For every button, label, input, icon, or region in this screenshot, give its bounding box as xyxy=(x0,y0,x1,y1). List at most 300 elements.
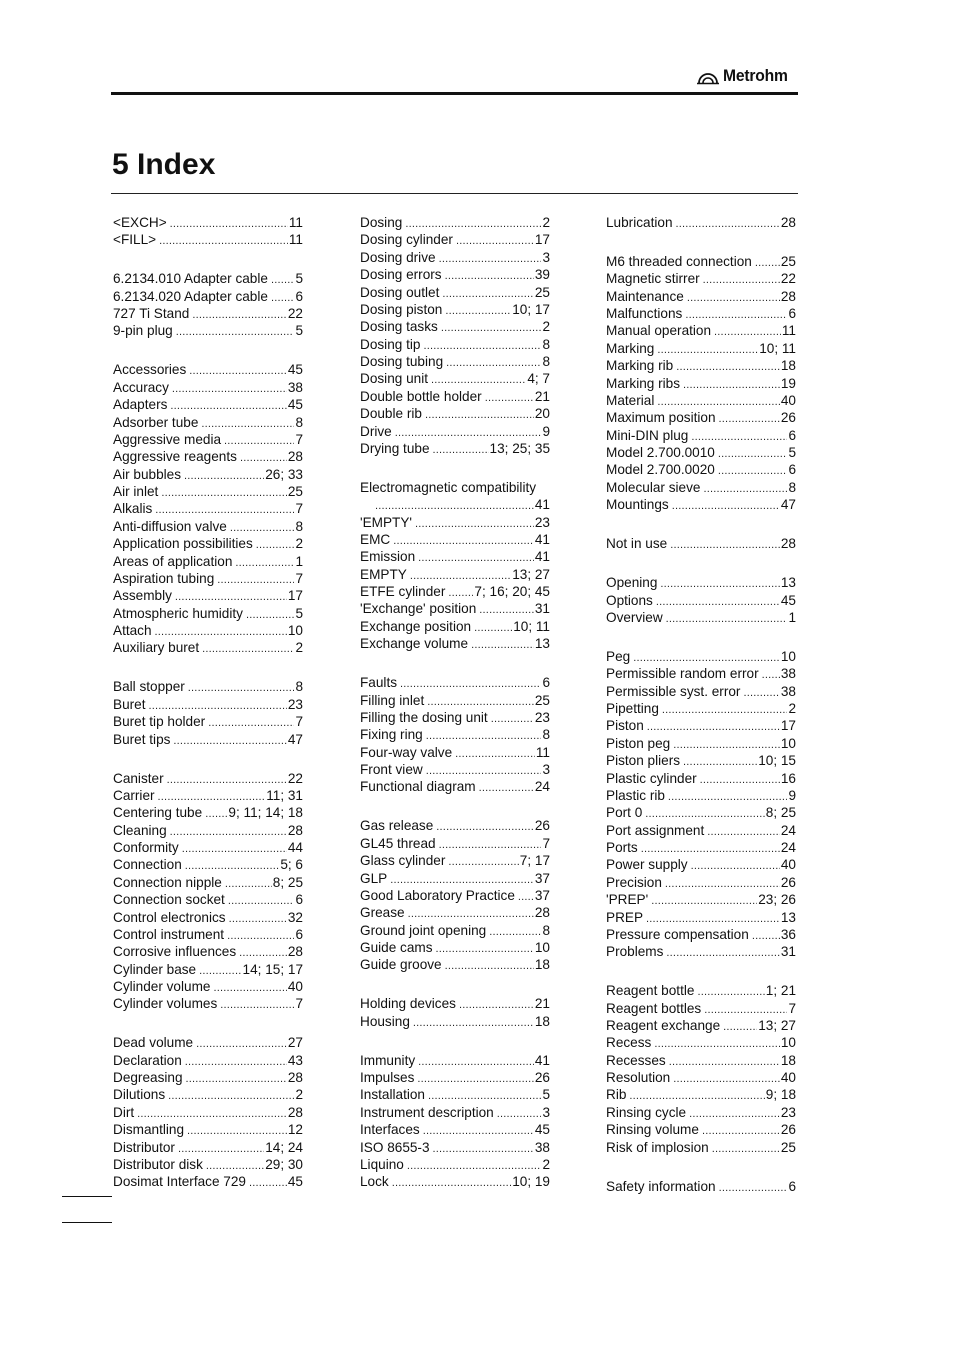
index-group xyxy=(606,648,796,961)
dot-leader xyxy=(456,233,534,248)
index-group xyxy=(360,214,550,457)
index-page-ref: 45 xyxy=(780,592,796,608)
dot-leader xyxy=(703,481,787,496)
index-page-ref: 10 xyxy=(534,940,550,956)
title-rule xyxy=(111,193,798,194)
index-entry xyxy=(113,839,303,856)
index-term: M6 threaded connection xyxy=(606,253,752,269)
dot-leader xyxy=(159,233,288,248)
index-entry xyxy=(606,609,796,626)
index-entry xyxy=(360,835,550,852)
index-group xyxy=(113,770,303,1013)
dot-leader xyxy=(666,611,788,626)
index-term: Reagent bottle xyxy=(606,983,695,999)
index-page-ref: 6 xyxy=(788,427,796,443)
index-page-ref: 11 xyxy=(781,323,796,339)
dot-leader xyxy=(229,911,287,926)
index-page-ref: 13; 27 xyxy=(512,566,550,582)
index-entry xyxy=(113,288,303,305)
dot-leader xyxy=(256,537,295,552)
dot-leader xyxy=(485,390,534,405)
index-page-ref: 6 xyxy=(788,462,796,478)
index-entry xyxy=(113,1086,303,1103)
dot-leader xyxy=(668,789,788,804)
index-entry xyxy=(606,1052,796,1069)
dot-leader xyxy=(155,502,294,517)
index-term: Options xyxy=(606,592,653,608)
index-term: Port 0 xyxy=(606,805,643,821)
dot-leader xyxy=(685,307,787,322)
index-term: Interfaces xyxy=(360,1122,420,1138)
dot-leader xyxy=(762,667,780,682)
dot-leader xyxy=(172,381,287,396)
index-term: Accuracy xyxy=(113,379,169,395)
dot-leader xyxy=(683,754,757,769)
index-page-ref: 2 xyxy=(542,1156,550,1172)
index-group xyxy=(360,817,550,973)
index-term: Manual operation xyxy=(606,323,712,339)
dot-leader xyxy=(662,702,788,717)
dot-leader xyxy=(651,893,757,908)
dot-leader xyxy=(196,1036,287,1051)
index-term: 727 Ti Stand xyxy=(113,306,190,322)
dot-leader xyxy=(718,463,788,478)
index-page-ref: 40 xyxy=(780,1070,796,1086)
index-entry xyxy=(360,692,550,709)
index-entry xyxy=(606,461,796,478)
dot-leader xyxy=(479,780,534,795)
dot-leader xyxy=(666,945,779,960)
index-term: Cleaning xyxy=(113,822,167,838)
index-term: Port assignment xyxy=(606,822,705,838)
index-entry xyxy=(606,496,796,513)
dot-leader xyxy=(189,363,287,378)
index-page-ref: 5 xyxy=(788,445,796,461)
index-page-ref: 10 xyxy=(780,1035,796,1051)
index-page-ref: 7; 17 xyxy=(519,853,550,869)
index-page-ref: 12 xyxy=(287,1122,303,1138)
index-entry xyxy=(606,375,796,392)
index-entry xyxy=(606,839,796,856)
index-term: Exchange position xyxy=(360,618,472,634)
index-page-ref: 26 xyxy=(534,818,550,834)
index-entry xyxy=(360,266,550,283)
dot-leader xyxy=(439,837,542,852)
index-page-ref: 20 xyxy=(534,406,550,422)
index-page-ref: 9; 18 xyxy=(765,1087,796,1103)
index-entry xyxy=(113,518,303,535)
index-entry xyxy=(113,570,303,587)
index-page-ref: 19 xyxy=(780,375,796,391)
index-entry xyxy=(113,926,303,943)
index-page-ref: 38 xyxy=(780,683,796,699)
index-page-ref: 45 xyxy=(534,1122,550,1138)
index-entry xyxy=(606,1034,796,1051)
index-page-ref: 10; 11 xyxy=(759,340,796,356)
index-group xyxy=(606,574,796,626)
dot-leader xyxy=(149,698,287,713)
index-term: Dosing piston xyxy=(360,301,443,317)
dot-leader xyxy=(441,320,542,335)
dot-leader xyxy=(137,1106,287,1121)
index-entry xyxy=(113,943,303,960)
index-page-ref: 3 xyxy=(542,249,550,265)
index-term: Liquino xyxy=(360,1156,404,1172)
index-term: Aggressive reagents xyxy=(113,449,237,465)
index-term: <FILL> xyxy=(113,232,157,248)
dot-leader xyxy=(669,1054,780,1069)
dot-leader xyxy=(178,1141,264,1156)
index-page-ref: 8 xyxy=(295,414,303,430)
index-entry xyxy=(606,909,796,926)
index-page-ref: 22 xyxy=(287,770,303,786)
index-term: Material xyxy=(606,392,655,408)
index-page-ref: 47 xyxy=(780,497,796,513)
index-entry xyxy=(113,396,303,413)
index-group xyxy=(113,214,303,249)
index-term: Cylinder base xyxy=(113,961,197,977)
index-page-ref: 5 xyxy=(295,323,303,339)
dot-leader xyxy=(167,772,287,787)
index-page-ref: 6 xyxy=(542,675,550,691)
index-entry xyxy=(360,1173,550,1190)
index-page-ref: 11; 31 xyxy=(266,787,303,803)
index-entry xyxy=(360,566,550,583)
index-page-ref: 8 xyxy=(295,518,303,534)
index-entry xyxy=(606,322,796,339)
index-term: 'Exchange' position xyxy=(360,601,477,617)
index-entry xyxy=(606,982,796,999)
index-term: Magnetic stirrer xyxy=(606,271,700,287)
dot-leader xyxy=(426,728,542,743)
index-page-ref: 2 xyxy=(295,536,303,552)
index-term: Exchange volume xyxy=(360,636,469,652)
index-page-ref: 13; 27 xyxy=(758,1017,796,1033)
dot-leader xyxy=(271,290,294,305)
index-entry xyxy=(606,787,796,804)
index-page-ref: 2 xyxy=(295,640,303,656)
index-entry xyxy=(113,622,303,639)
index-page-ref: 3 xyxy=(542,762,550,778)
index-entry xyxy=(606,288,796,305)
index-group xyxy=(360,995,550,1030)
index-term: Piston xyxy=(606,718,644,734)
dot-leader xyxy=(665,876,780,891)
index-term: Reagent exchange xyxy=(606,1017,721,1033)
index-term: Double rib xyxy=(360,406,422,422)
index-term: Ground joint opening xyxy=(360,922,487,938)
index-page-ref: 8 xyxy=(542,336,550,352)
index-entry xyxy=(113,1139,303,1156)
index-term: Application possibilities xyxy=(113,536,253,552)
dot-leader xyxy=(170,824,287,839)
index-page-ref: 8 xyxy=(542,727,550,743)
index-page-ref: 38 xyxy=(780,666,796,682)
index-entry xyxy=(606,665,796,682)
index-term: Problems xyxy=(606,944,664,960)
index-term: Degreasing xyxy=(113,1070,183,1086)
index-entry xyxy=(113,731,303,748)
dot-leader xyxy=(474,620,512,635)
index-entry xyxy=(606,409,796,426)
dot-leader xyxy=(656,594,780,609)
dot-leader xyxy=(230,520,295,535)
index-term: Distributor xyxy=(113,1139,175,1155)
dot-leader xyxy=(428,1088,541,1103)
index-page-ref: 17 xyxy=(780,718,796,734)
index-page-ref: 11 xyxy=(535,744,550,760)
index-term: 6.2134.010 Adapter cable xyxy=(113,271,268,287)
dot-leader xyxy=(400,676,541,691)
dot-leader xyxy=(646,911,780,926)
index-entry xyxy=(606,648,796,665)
index-entry xyxy=(360,1104,550,1121)
index-entry xyxy=(606,427,796,444)
index-page-ref: 47 xyxy=(287,731,303,747)
dot-leader xyxy=(199,963,241,978)
dot-leader xyxy=(697,984,764,999)
index-term: Guide groove xyxy=(360,957,442,973)
index-term: Accessories xyxy=(113,362,187,378)
dot-leader xyxy=(407,1158,542,1173)
index-entry xyxy=(113,535,303,552)
index-term: Housing xyxy=(360,1013,410,1029)
index-page-ref: 28 xyxy=(287,449,303,465)
index-entry xyxy=(360,778,550,795)
index-entry xyxy=(606,1086,796,1103)
dot-leader xyxy=(431,372,526,387)
index-entry xyxy=(360,904,550,921)
dot-leader xyxy=(187,1123,287,1138)
index-term: Drive xyxy=(360,423,392,439)
dot-leader xyxy=(689,1106,780,1121)
dot-leader xyxy=(228,893,295,908)
index-term: Dosing cylinder xyxy=(360,232,453,248)
index-page-ref: 28 xyxy=(287,944,303,960)
index-term: Assembly xyxy=(113,588,172,604)
index-term: Marking ribs xyxy=(606,375,681,391)
index-term: Aggressive media xyxy=(113,431,222,447)
index-term: Impulses xyxy=(360,1070,415,1086)
index-term: Distributor disk xyxy=(113,1156,203,1172)
index-entry xyxy=(360,388,550,405)
index-page-ref: 14; 24 xyxy=(265,1139,303,1155)
index-entry xyxy=(606,874,796,891)
dot-leader xyxy=(425,407,534,422)
dot-leader xyxy=(491,711,534,726)
index-term: Emission xyxy=(360,549,416,565)
index-term: Malfunctions xyxy=(606,306,683,322)
index-entry xyxy=(360,618,550,635)
index-entry xyxy=(360,600,550,617)
index-entry xyxy=(606,1000,796,1017)
dot-leader xyxy=(676,359,780,374)
index-term: Drying tube xyxy=(360,440,430,456)
index-entry xyxy=(606,1017,796,1034)
index-entry xyxy=(360,440,550,457)
index-page-ref: 8 xyxy=(295,679,303,695)
index-entry xyxy=(360,1069,550,1086)
index-term: 9-pin plug xyxy=(113,323,173,339)
dot-leader xyxy=(439,251,542,266)
dot-leader xyxy=(225,876,272,891)
dot-leader xyxy=(418,550,534,565)
index-term: Control instrument xyxy=(113,926,225,942)
index-entry xyxy=(113,231,303,248)
index-term: Safety information xyxy=(606,1178,716,1194)
dot-leader xyxy=(155,624,287,639)
index-column-1 xyxy=(113,214,303,1212)
index-term: Dirt xyxy=(113,1104,135,1120)
dot-leader xyxy=(479,602,534,617)
brand-name: Metrohm xyxy=(723,66,788,85)
dot-leader xyxy=(683,377,780,392)
index-page-ref: 25 xyxy=(287,484,303,500)
dot-leader xyxy=(202,641,294,656)
index-entry xyxy=(360,231,550,248)
dot-leader xyxy=(673,737,780,752)
index-term: Dosing tubing xyxy=(360,354,444,369)
index-page-ref: 25 xyxy=(780,1139,796,1155)
dot-leader xyxy=(186,1071,287,1086)
index-entry xyxy=(113,639,303,656)
dot-leader xyxy=(249,1175,287,1190)
dot-leader xyxy=(459,997,534,1012)
index-term: Double bottle holder xyxy=(360,388,482,404)
dot-leader xyxy=(752,928,780,943)
index-term: Dosing tasks xyxy=(360,319,438,335)
index-page-ref: 8; 25 xyxy=(765,805,796,821)
index-entry xyxy=(606,340,796,357)
index-group xyxy=(113,270,303,340)
index-entry xyxy=(113,1104,303,1121)
index-page-ref: 8; 25 xyxy=(272,874,303,890)
index-entry xyxy=(113,678,303,695)
index-group xyxy=(606,1178,796,1195)
index-term: Centering tube xyxy=(113,805,203,821)
index-entry xyxy=(360,353,550,370)
index-term: Faults xyxy=(360,675,398,691)
index-term: Mountings xyxy=(606,497,669,513)
index-entry xyxy=(360,726,550,743)
index-entry xyxy=(113,270,303,287)
index-term: Instrument description xyxy=(360,1104,494,1120)
footer-rule xyxy=(62,1196,112,1197)
index-page-ref: 9 xyxy=(788,787,796,803)
index-page-ref: 41 xyxy=(534,1052,550,1068)
index-page-ref: 17 xyxy=(534,232,550,248)
index-entry xyxy=(606,717,796,734)
index-term: Connection xyxy=(113,857,182,873)
dot-leader xyxy=(723,1019,757,1034)
dot-leader xyxy=(246,607,294,622)
index-term: Connection nipple xyxy=(113,874,222,890)
dot-leader xyxy=(206,1158,264,1173)
index-page-ref: 5 xyxy=(295,271,303,287)
dot-leader xyxy=(436,941,534,956)
index-page-ref: 23; 26 xyxy=(758,892,796,908)
dot-leader xyxy=(188,680,295,695)
index-term: Air inlet xyxy=(113,484,159,500)
index-entry xyxy=(360,1086,550,1103)
index-entry xyxy=(606,574,796,591)
dot-leader xyxy=(703,272,780,287)
index-entry xyxy=(360,548,550,565)
dot-leader xyxy=(755,255,780,270)
index-page-ref: 7; 16; 20; 45 xyxy=(474,584,550,600)
dot-leader xyxy=(707,824,780,839)
index-term: Not in use xyxy=(606,536,668,552)
index-page-ref: 21 xyxy=(534,388,550,404)
index-entry xyxy=(360,744,550,761)
index-page-ref: 1 xyxy=(295,553,303,569)
index-page-ref: 41 xyxy=(534,497,550,513)
dot-leader xyxy=(168,1088,294,1103)
dot-leader xyxy=(417,1071,533,1086)
index-entry xyxy=(606,683,796,700)
index-entry xyxy=(360,318,550,335)
index-term: Four-way valve xyxy=(360,744,453,760)
index-page-ref: 37 xyxy=(534,870,550,886)
index-term: Dilutions xyxy=(113,1087,166,1103)
index-entry xyxy=(113,804,303,821)
dot-leader xyxy=(687,290,780,305)
index-term: Pressure compensation xyxy=(606,926,749,942)
dot-leader xyxy=(185,1054,287,1069)
index-entry xyxy=(606,270,796,287)
index-entry xyxy=(606,357,796,374)
dot-leader xyxy=(173,733,286,748)
index-entry xyxy=(113,1173,303,1190)
index-entry xyxy=(360,214,550,231)
index-page-ref: 13 xyxy=(534,636,550,652)
index-term: 'EMPTY' xyxy=(360,514,413,530)
index-page-ref: 13 xyxy=(780,575,796,591)
dot-leader xyxy=(185,858,280,873)
index-term: Grease xyxy=(360,905,405,921)
index-page-ref: 6 xyxy=(295,892,303,908)
index-term: Model 2.700.0020 xyxy=(606,462,715,478)
index-entry xyxy=(360,1052,550,1069)
index-entry xyxy=(606,1104,796,1121)
index-term: Lock xyxy=(360,1174,389,1190)
index-term: Maximum position xyxy=(606,410,716,426)
index-term: Plastic rib xyxy=(606,787,665,803)
index-term: Good Laboratory Practice xyxy=(360,887,515,903)
index-entry xyxy=(606,1139,796,1156)
index-term: 6.2134.020 Adapter cable xyxy=(113,288,268,304)
dot-leader xyxy=(175,589,287,604)
index-term: Lubrication xyxy=(606,215,673,230)
index-page-ref: 26 xyxy=(780,410,796,426)
index-term: Marking rib xyxy=(606,358,674,374)
index-entry xyxy=(113,1052,303,1069)
index-term: Model 2.700.0010 xyxy=(606,445,715,461)
dot-leader xyxy=(518,889,534,904)
index-term: Filling the dosing unit xyxy=(360,709,488,725)
index-entry xyxy=(360,531,550,548)
index-page-ref: 2 xyxy=(542,319,550,335)
dot-leader xyxy=(184,468,264,483)
index-page-ref: 21 xyxy=(534,996,550,1012)
index-page-ref: 45 xyxy=(287,397,303,413)
index-page-ref: 8 xyxy=(788,479,796,495)
index-page-ref: 10 xyxy=(780,648,796,664)
index-term: <EXCH> xyxy=(113,215,167,230)
index-page-ref: 7 xyxy=(788,1000,796,1016)
index-term: Dosing unit xyxy=(360,371,429,387)
index-entry xyxy=(360,423,550,440)
